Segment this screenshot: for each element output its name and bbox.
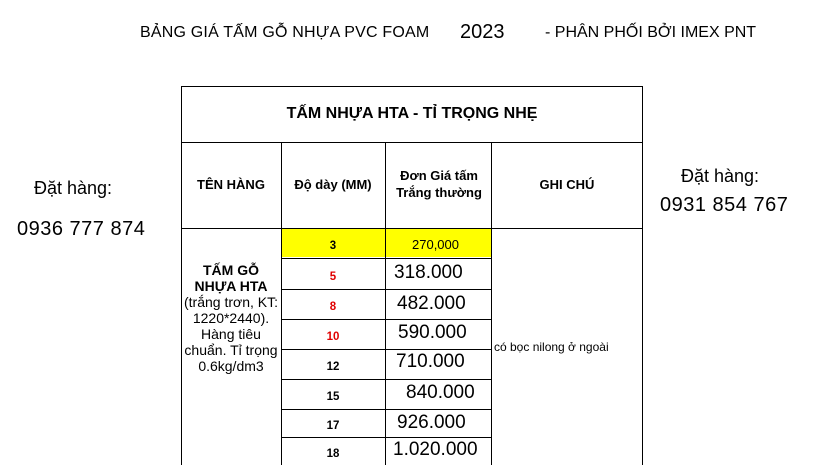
order-label-right: Đặt hàng: xyxy=(681,166,760,186)
thickness-cell: 12 xyxy=(326,361,340,373)
column-header-name: TÊN HÀNG xyxy=(197,177,265,192)
thickness-cell: 3 xyxy=(329,240,337,252)
order-phone-right: 0931 854 767 xyxy=(660,194,789,216)
price-cell: 270,000 xyxy=(412,237,459,252)
thickness-cell: 8 xyxy=(329,301,337,313)
price-cell: 590.000 xyxy=(398,322,467,343)
note-cell: có bọc nilong ở ngoài xyxy=(494,340,609,354)
product-name: TẤM GỖ NHỰA HTA xyxy=(194,262,268,294)
price-cell: 482.000 xyxy=(397,293,466,314)
table-title: TẤM NHỰA HTA - TỈ TRỌNG NHẸ xyxy=(286,105,538,122)
price-cell: 1.020.000 xyxy=(393,439,478,460)
price-cell: 926.000 xyxy=(397,412,466,433)
product-cell xyxy=(183,262,279,374)
thickness-cell: 18 xyxy=(326,448,340,460)
thickness-cell: 10 xyxy=(326,331,340,343)
order-phone-left: 0936 777 874 xyxy=(17,218,146,240)
distributor-text: - PHÂN PHỐI BỞI IMEX PNT xyxy=(545,24,757,41)
order-label-left: Đặt hàng: xyxy=(34,178,113,198)
column-header-thickness: Độ dày (MM) xyxy=(294,177,372,192)
price-cell: 710.000 xyxy=(396,351,465,372)
price-table xyxy=(181,86,643,465)
thickness-cell: 5 xyxy=(329,271,337,283)
thickness-cell: 17 xyxy=(326,420,340,432)
price-list-year: 2023 xyxy=(460,21,505,43)
column-header-note: GHI CHÚ xyxy=(539,177,595,192)
thickness-cell: 15 xyxy=(326,391,340,403)
price-cell: 318.000 xyxy=(394,262,463,283)
product-description: (trắng trơn, KT: 1220*2440). Hàng tiêu chuẩn. Tỉ trọng 0.6kg/dm3 xyxy=(184,294,278,374)
price-list-title: BẢNG GIÁ TẤM GỖ NHỰA PVC FOAM xyxy=(140,24,430,41)
column-header-price: Đơn Giá tấm Trắng thường xyxy=(396,168,482,200)
price-cell: 840.000 xyxy=(406,382,475,403)
